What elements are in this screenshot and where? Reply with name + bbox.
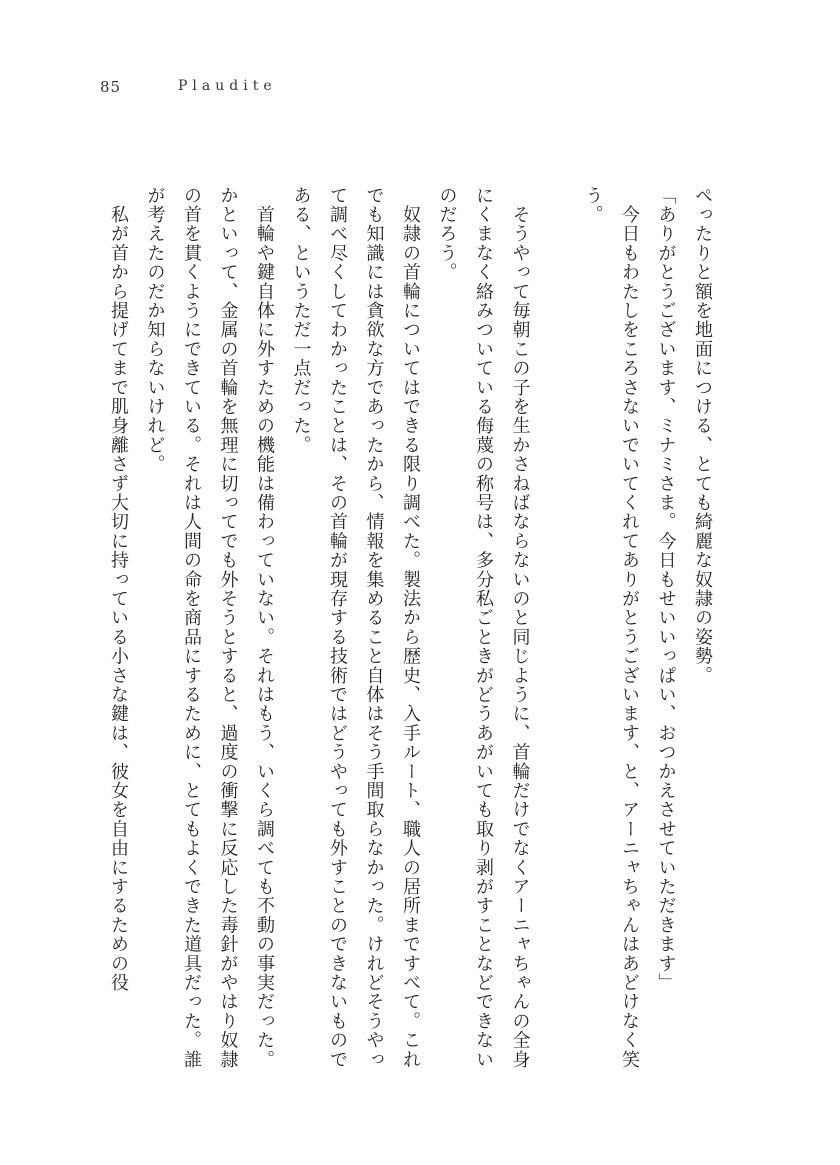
page-header	[0, 78, 840, 102]
paragraph-6: 首輪や鍵自体に外すための機能は備わっていない。それはもう、いくら調べても不動の事実だった。かといって、金属の首輪を無理に切ってでも外そうとすると、過度の衝撃に反応した毒針がやはり奴隷の首を貫くようにできている。それは人間の命を商品にするために、とてもよくできた道具だった。誰が考えたのだか知らないけれど。	[144, 186, 275, 1070]
paragraph-5: 奴隷の首輪についてはできる限り調べた。製法から歴史、入手ルート、職人の居所まですべて。これでも知識には貪欲な方であったから、情報を集めること自体はそう手間取らなかった。けれどそうやって調べ尽くしてわかったことは、その首輪が現存する技術ではどうやっても外すことのできないものである、というただ一点だった。	[290, 186, 421, 1070]
paragraph-7: 私が首から提げてまで肌身離さず大切に持っている小さな鍵は、彼女を自由にするための役	[108, 186, 129, 993]
paragraph-3: 今日もわたしをころさないでいてくれてありがとうございます、と、アーニャちゃんはあどけなく笑う。	[582, 186, 640, 1070]
running-title: Plaudite	[178, 78, 277, 94]
paragraph-2: 「ありがとうございます、ミナミさま。今日もせいいっぱい、おつかえさせていただきます」	[655, 186, 677, 993]
body-text	[90, 186, 720, 1086]
paragraph-spacer	[538, 186, 575, 1086]
paragraph-4: そうやって毎朝この子を生かさねばならないのと同じように、首輪だけでなくアーニャちゃんの全身にくまなく絡みついている侮蔑の称号は、多分私ごときがどうあがいても取り剥がすことなどできないのだろう。	[436, 186, 531, 1070]
paragraph-1: ぺったりと額を地面につける、とても綺麗な奴隷の姿勢。	[692, 186, 713, 686]
page-number: 85	[100, 78, 122, 96]
